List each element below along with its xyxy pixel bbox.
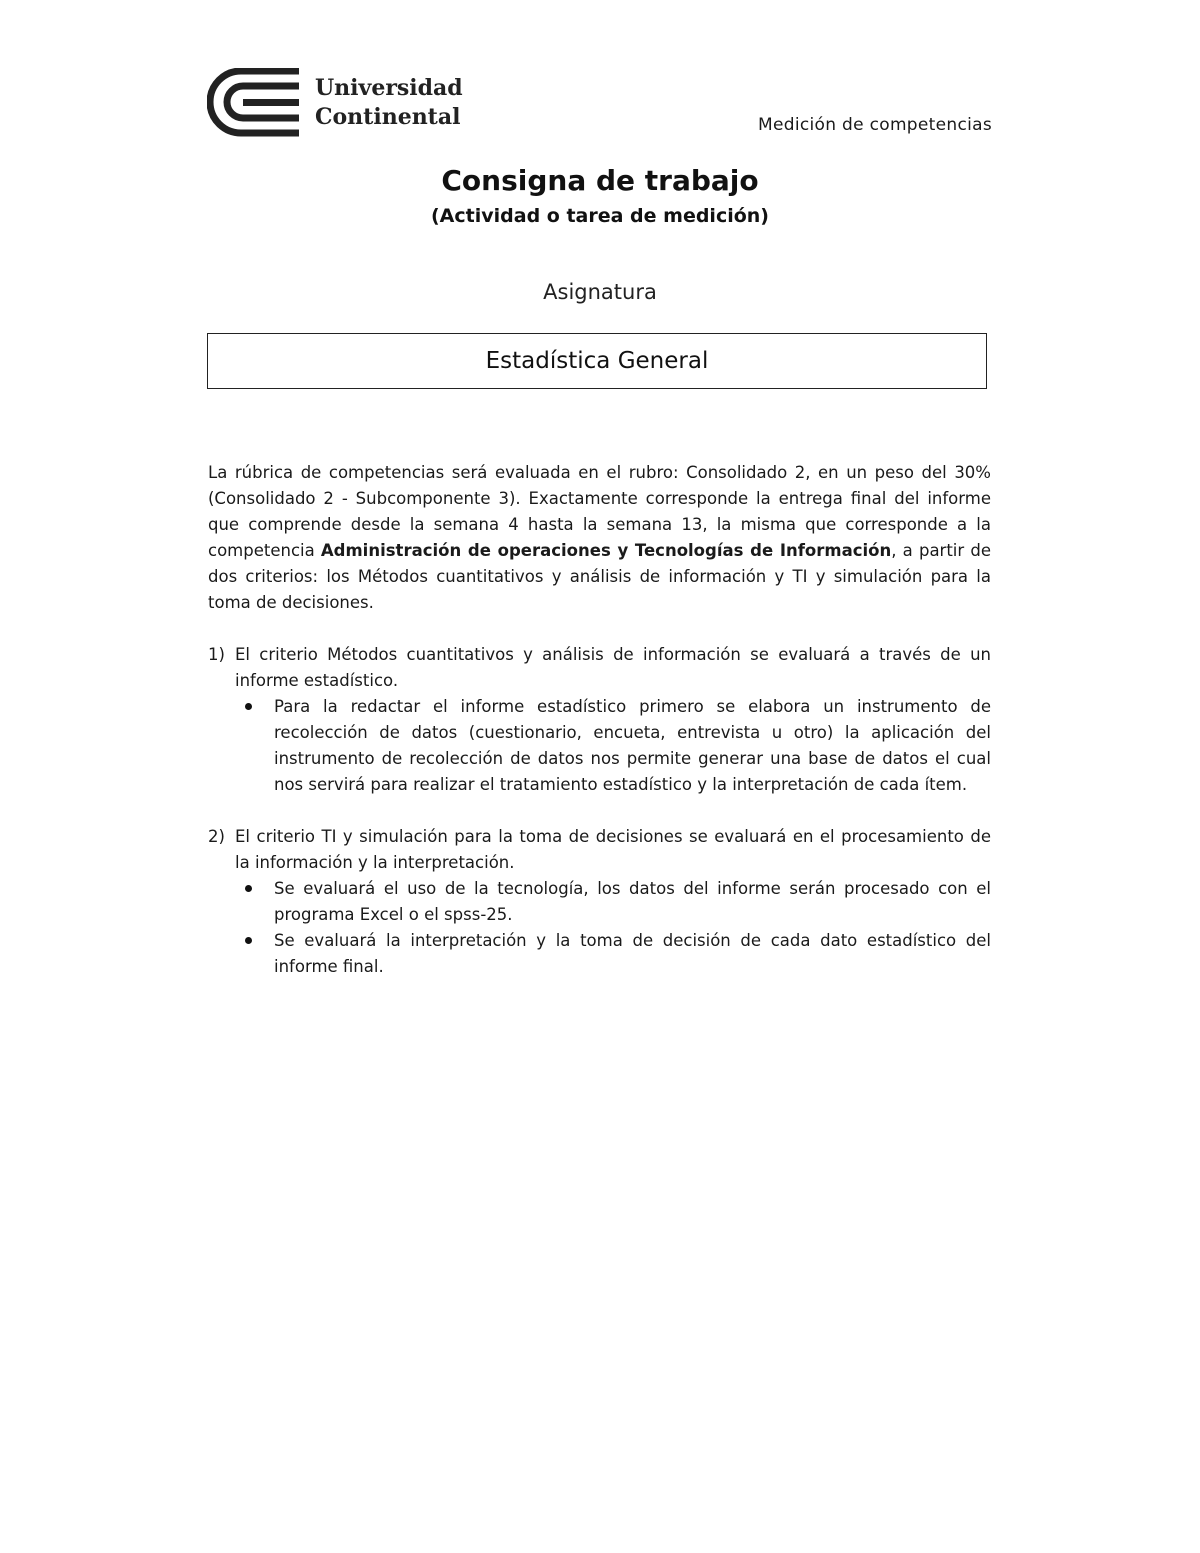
intro-text-part-2: , a partir de dos criterios: los Métodos cuantitativos y análisis de información y TI y simulación para la toma de decisiones. xyxy=(208,541,991,612)
logo-line-1: Universidad xyxy=(315,75,463,101)
intro-paragraph xyxy=(208,460,991,616)
logo-wordmark xyxy=(315,74,463,132)
criterion-2-bullets xyxy=(208,876,991,980)
criterion-number: 2) xyxy=(208,827,225,846)
bullet-text: Se evaluará la interpretación y la toma de decisión de cada dato estadístico del informe final. xyxy=(274,931,991,976)
criterion-text: El criterio TI y simulación para la toma de decisiones se evaluará en el procesamiento de la información y la interpretación. xyxy=(235,827,991,872)
bullet-item xyxy=(208,694,991,798)
criterion-number: 1) xyxy=(208,645,225,664)
criterion-1-bullets xyxy=(208,694,991,798)
bullet-item xyxy=(208,928,991,980)
bullet-text: Se evaluará el uso de la tecnología, los datos del informe serán procesado con el programa Excel o el spss-25. xyxy=(274,879,991,924)
header-right-text: Medición de competencias xyxy=(758,115,992,135)
bullet-text: Para la redactar el informe estadístico primero se elabora un instrumento de recolección de datos (cuestionario, encueta, entrevista u otro) la aplicación del instrumento de recolección de datos nos permite generar una base de datos el cual nos servirá para realizar el tratamiento estadístico y la interpretación de cada ítem. xyxy=(274,697,991,794)
page-title: Consigna de trabajo xyxy=(441,164,759,197)
bullet-item xyxy=(208,876,991,928)
intro-competency-bold: Administración de operaciones y Tecnologías de Información xyxy=(320,541,892,560)
page-subtitle: (Actividad o tarea de medición) xyxy=(431,205,769,227)
course-name: Estadística General xyxy=(485,348,709,374)
bullet-icon xyxy=(245,937,252,944)
criterion-item-1 xyxy=(208,642,991,694)
document-body xyxy=(208,460,991,980)
logo-line-2: Continental xyxy=(315,104,461,130)
continental-logo-icon xyxy=(207,68,307,138)
intro-text-part-1: La rúbrica de competencias será evaluada en el rubro: Consolidado 2, en un peso del 30% (Consolidado 2 - Subcomponente 3). Exactamente corresponde la entrega final del informe que comprende desde la semana 4 hasta la semana 13, la misma que corresponde a la competencia xyxy=(208,463,991,560)
criterion-text: El criterio Métodos cuantitativos y análisis de información se evaluará a través de un informe estadístico. xyxy=(235,645,991,690)
bullet-icon xyxy=(245,885,252,892)
university-logo xyxy=(207,68,467,138)
bullet-icon xyxy=(245,703,252,710)
asignatura-label: Asignatura xyxy=(543,280,657,304)
course-name-box xyxy=(207,333,987,389)
criterion-item-2 xyxy=(208,824,991,876)
